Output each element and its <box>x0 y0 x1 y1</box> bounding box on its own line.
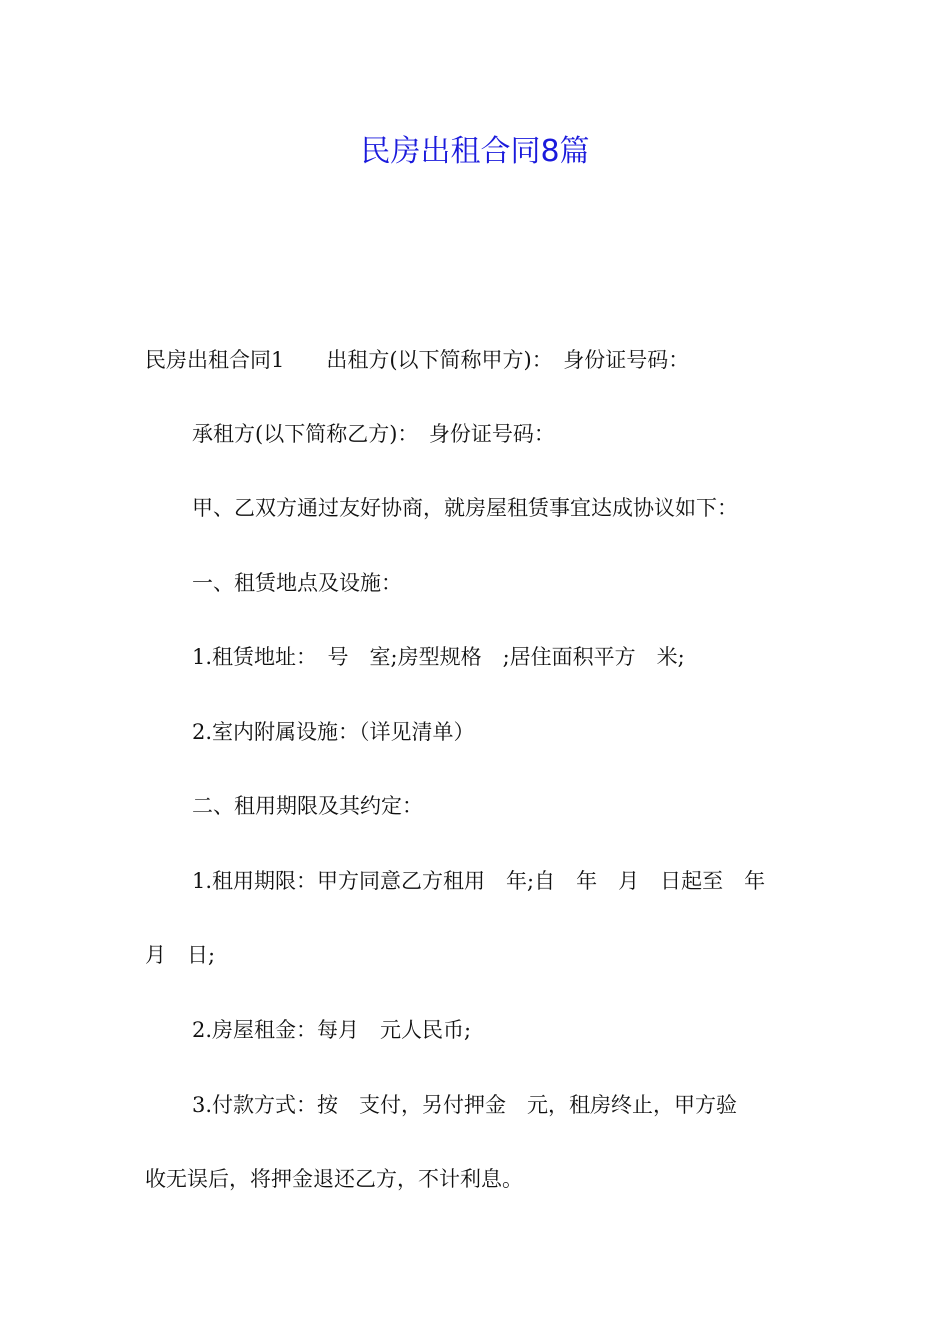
paragraph-line: 2.室内附属设施：（详见清单） <box>192 720 475 744</box>
section-heading: 一、租赁地点及设施： <box>192 571 402 595</box>
paragraph-line: 收无误后，将押金退还乙方，不计利息。 <box>145 1167 523 1191</box>
paragraph-line: 2.房屋租金：每月 元人民币; <box>192 1018 472 1042</box>
paragraph-line: 甲、乙双方通过友好协商，就房屋租赁事宜达成协议如下： <box>192 496 738 520</box>
paragraph-line: 月 日; <box>145 943 216 967</box>
paragraph-line: 1.租用期限：甲方同意乙方租用 年;自 年 月 日起至 年 <box>192 869 766 893</box>
document-title: 民房出租合同8篇 <box>360 134 590 169</box>
section-heading: 二、租用期限及其约定： <box>192 794 423 818</box>
paragraph-line: 3.付款方式：按 支付，另付押金 元，租房终止，甲方验 <box>192 1093 738 1117</box>
paragraph-line: 承租方(以下简称乙方)： 身份证号码： <box>192 422 555 446</box>
paragraph-line: 民房出租合同1 出租方(以下简称甲方)： 身份证号码： <box>145 348 690 372</box>
paragraph-line: 1.租赁地址： 号 室;房型规格 ;居住面积平方 米; <box>192 645 685 669</box>
